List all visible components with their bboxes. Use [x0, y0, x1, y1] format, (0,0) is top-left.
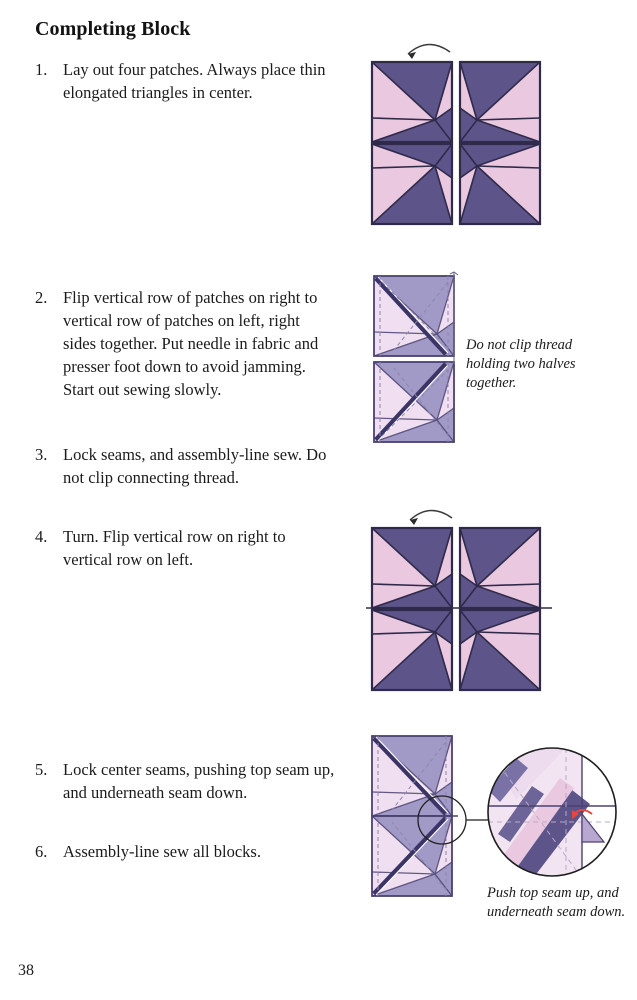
locked-patch-upper [372, 736, 452, 816]
rotation-arrow-icon [408, 44, 450, 59]
block-top-left [372, 528, 452, 608]
magnifier-detail [488, 748, 622, 890]
block-bottom-left [372, 610, 452, 690]
step-number: 6. [35, 842, 48, 861]
patch-bottom-left [372, 144, 452, 224]
step-text: Flip vertical row of patches on right to vertical row of patches on left, right sides together. Put needle in fabric and presser foot down to avoid jamming. Start out sewing slowly. [63, 288, 319, 399]
step-item [35, 58, 335, 104]
patch-top-right [460, 62, 540, 142]
page-title: Completing Block [35, 18, 191, 40]
locked-patch-lower [372, 816, 452, 896]
step-text: Lay out four patches. Always place thin elongated triangles in center. [63, 60, 326, 102]
step-text: Assembly-line sew all blocks. [63, 842, 261, 861]
step-number: 2. [35, 288, 48, 307]
figure-four-patch-layout [366, 28, 546, 224]
caption-push-top-seam: Push top seam up, and underneath seam down. [487, 885, 626, 920]
step-number: 1. [35, 60, 48, 79]
block-top-right [460, 528, 540, 608]
step-item [35, 758, 335, 804]
block-bottom-right [460, 610, 540, 690]
step-number: 4. [35, 527, 48, 546]
step-item [35, 443, 335, 489]
figure-assembled-block [366, 494, 552, 680]
step-text: Lock seams, and assembly-line sew. Do not clip connecting thread. [63, 445, 327, 487]
step-number: 5. [35, 760, 48, 779]
flipped-patch-upper [374, 276, 454, 356]
patch-top-left [372, 62, 452, 142]
figure-locked-seam-detail [366, 730, 634, 895]
figure-flipped-rows [366, 268, 486, 448]
step-item [35, 525, 335, 571]
patch-bottom-right [460, 144, 540, 224]
step-text: Turn. Flip vertical row on right to vertical row on left. [63, 527, 286, 569]
flipped-patch-lower [374, 362, 454, 442]
rotation-arrow-icon [410, 510, 452, 525]
page-number: 38 [18, 962, 34, 979]
step-item [35, 840, 335, 863]
caption-do-not-clip-thread: Do not clip thread holding two halves together. [466, 337, 576, 391]
step-number: 3. [35, 445, 48, 464]
step-item [35, 286, 335, 401]
step-text: Lock center seams, pushing top seam up, and underneath seam down. [63, 760, 335, 802]
